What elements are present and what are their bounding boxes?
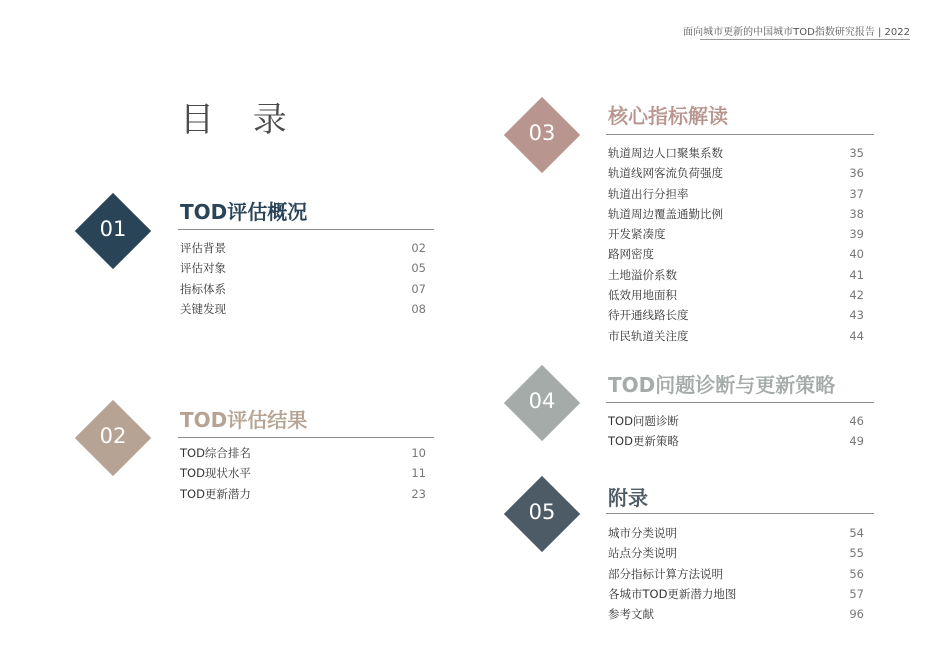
toc-entry-label: TOD更新策略 — [608, 434, 679, 449]
toc-entry-page: 36 — [849, 166, 864, 181]
toc-entry-label: 待开通线路长度 — [608, 308, 689, 323]
toc-entry[interactable] — [608, 265, 864, 285]
section-title[interactable]: TOD评估结果 — [180, 408, 308, 432]
toc-entry-page: 38 — [849, 206, 864, 221]
section-number: 04 — [528, 389, 556, 413]
toc-entry[interactable] — [608, 431, 864, 451]
toc-entry[interactable] — [608, 523, 864, 543]
toc-entry[interactable] — [180, 299, 426, 319]
toc-entry[interactable] — [608, 584, 864, 604]
toc-entry-list — [180, 238, 426, 319]
toc-entry-page: 05 — [411, 261, 426, 276]
toc-entry-label: TOD现状水平 — [180, 466, 251, 481]
toc-entry-label: 轨道周边覆盖通勤比例 — [608, 206, 723, 221]
section-title[interactable]: 附录 — [608, 486, 648, 510]
section-rule — [606, 513, 874, 514]
toc-entry-label: 评估对象 — [180, 261, 226, 276]
toc-entry[interactable] — [180, 463, 426, 483]
toc-entry-list — [180, 443, 426, 504]
toc-entry-list — [608, 411, 864, 452]
toc-entry[interactable] — [608, 326, 864, 346]
section-number: 02 — [99, 424, 127, 448]
section-rule — [178, 437, 434, 438]
toc-entry-page: 54 — [849, 526, 864, 540]
report-header: 面向城市更新的中国城市TOD指数研究报告 | 2022 — [683, 27, 910, 38]
section-rule — [606, 402, 874, 403]
toc-title: 目 录 — [180, 100, 301, 140]
toc-entry[interactable] — [608, 163, 864, 183]
section-title[interactable]: TOD评估概况 — [180, 200, 308, 224]
toc-entry-page: 11 — [411, 466, 426, 481]
toc-entry-page: 56 — [849, 566, 864, 581]
toc-entry-label: 评估背景 — [180, 241, 226, 255]
toc-entry-page: 07 — [411, 281, 426, 296]
toc-entry[interactable] — [180, 279, 426, 299]
toc-entry-page: 41 — [849, 267, 864, 282]
toc-entry-list — [608, 523, 864, 624]
toc-entry[interactable] — [180, 258, 426, 278]
toc-entry-label: 土地溢价系数 — [608, 267, 677, 282]
toc-entry-page: 40 — [849, 247, 864, 262]
toc-entry-page: 49 — [849, 434, 864, 449]
toc-entry-page: 57 — [849, 586, 864, 601]
section-number: 01 — [99, 217, 127, 241]
toc-entry-page: 37 — [849, 186, 864, 201]
toc-entry-page: 35 — [849, 146, 864, 160]
toc-entry-label: TOD问题诊断 — [608, 414, 679, 428]
toc-entry[interactable] — [608, 244, 864, 264]
section-rule — [178, 229, 434, 230]
header-rule — [700, 39, 910, 40]
toc-entry-label: 轨道出行分担率 — [608, 186, 689, 201]
toc-entry[interactable] — [180, 484, 426, 504]
toc-entry-label: 指标体系 — [180, 281, 226, 296]
section-rule — [606, 134, 874, 135]
toc-entry-label: 各城市TOD更新潜力地图 — [608, 586, 737, 601]
toc-entry-label: 部分指标计算方法说明 — [608, 566, 723, 581]
toc-entry-label: 关键发现 — [180, 301, 226, 316]
section-title[interactable]: 核心指标解读 — [608, 104, 728, 128]
toc-entry-page: 08 — [411, 301, 426, 316]
toc-entry-page: 96 — [849, 607, 864, 622]
toc-entry-page: 43 — [849, 308, 864, 323]
toc-entry-page: 23 — [411, 486, 426, 501]
toc-entry-label: 路网密度 — [608, 247, 654, 262]
toc-entry[interactable] — [608, 564, 864, 584]
toc-entry[interactable] — [608, 184, 864, 204]
toc-entry-label: 轨道线网客流负荷强度 — [608, 166, 723, 181]
toc-entry-label: TOD更新潜力 — [180, 486, 251, 501]
toc-entry[interactable] — [608, 224, 864, 244]
toc-entry-label: 参考文献 — [608, 607, 654, 622]
toc-entry[interactable] — [180, 238, 426, 258]
toc-entry[interactable] — [608, 285, 864, 305]
toc-entry-page: 02 — [411, 241, 426, 255]
toc-entry-label: 轨道周边人口聚集系数 — [608, 146, 723, 160]
section-title[interactable]: TOD问题诊断与更新策略 — [608, 373, 836, 397]
toc-entry-label: 站点分类说明 — [608, 546, 677, 561]
toc-entry-label: 城市分类说明 — [608, 526, 677, 540]
toc-entry[interactable] — [608, 411, 864, 431]
toc-entry-page: 55 — [849, 546, 864, 561]
toc-entry-list — [608, 143, 864, 346]
toc-entry[interactable] — [608, 604, 864, 624]
toc-entry[interactable] — [608, 305, 864, 325]
toc-entry-label: 低效用地面积 — [608, 288, 677, 303]
toc-entry[interactable] — [608, 204, 864, 224]
toc-entry-page: 46 — [849, 414, 864, 428]
toc-entry-label: 市民轨道关注度 — [608, 328, 689, 343]
section-number: 05 — [528, 500, 556, 524]
toc-entry-page: 42 — [849, 288, 864, 303]
section-number: 03 — [528, 121, 556, 145]
toc-entry[interactable] — [608, 543, 864, 563]
toc-entry[interactable] — [180, 443, 426, 463]
toc-entry-page: 44 — [849, 328, 864, 343]
toc-entry[interactable] — [608, 143, 864, 163]
toc-entry-page: 10 — [411, 446, 426, 460]
toc-entry-label: 开发紧凑度 — [608, 227, 666, 242]
toc-entry-label: TOD综合排名 — [180, 446, 251, 460]
toc-entry-page: 39 — [849, 227, 864, 242]
